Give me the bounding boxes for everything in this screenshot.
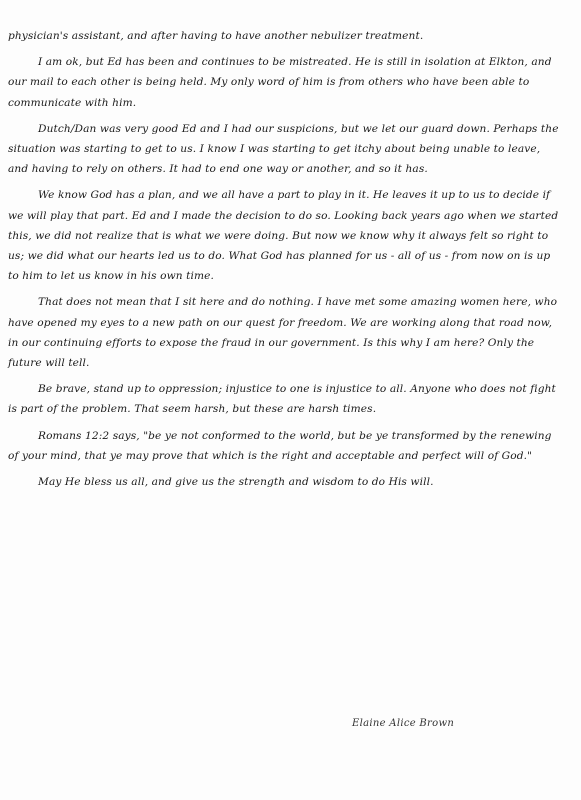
letter-paragraph-4: We know God has a plan, and we all have a part to play in it. He leaves it up to us to decide if we will play that part. Ed and I made the decision to do so. Looking back years ago when we started this, we did not realize that is what we were doing. But now we know why it always felt so right to us; we did what our hearts led us to do. What God has planned for us - all of us - from now on is up to him to let us know in his own time. bbox=[8, 189, 559, 283]
letter-paragraph-5: That does not mean that I sit here and do nothing. I have met some amazing women here, who have opened my eyes to a new path on our quest for freedom. We are working along that road now, in our continuing efforts to expose the fraud in our government. Is this why I am here? Only the future will tell. bbox=[8, 296, 558, 370]
letter-paragraph-1: physician's assistant, and after having to have another nebulizer treatment. bbox=[8, 30, 424, 42]
letter-paragraph-2: I am ok, but Ed has been and continues to be mistreated. He is still in isolation at Elkton, and our mail to each other is being held. My only word of him is from others who have been able to communicate with him. bbox=[8, 56, 552, 109]
letter-paragraph-6: Be brave, stand up to oppression; injustice to one is injustice to all. Anyone who does not fight is part of the problem. That seem harsh, but these are harsh times. bbox=[8, 383, 556, 416]
letter-paragraph-8: May He bless us all, and give us the strength and wisdom to do His will. bbox=[38, 476, 434, 489]
letter-paragraph-7: Romans 12:2 says, "be ye not conformed to the world, but be ye transformed by the renewing of your mind, that ye may prove that which is the right and acceptable and perfect will of God." bbox=[8, 429, 552, 462]
letter-paragraph-3: Dutch/Dan was very good Ed and I had our suspicions, but we let our guard down. Perhaps the situation was starting to get to us. I know I was starting to get itchy about being unable to leave, and having to rely on others. It had to end one way or another, and so it has. bbox=[8, 122, 559, 176]
signature: Elaine Alice Brown bbox=[352, 718, 455, 729]
